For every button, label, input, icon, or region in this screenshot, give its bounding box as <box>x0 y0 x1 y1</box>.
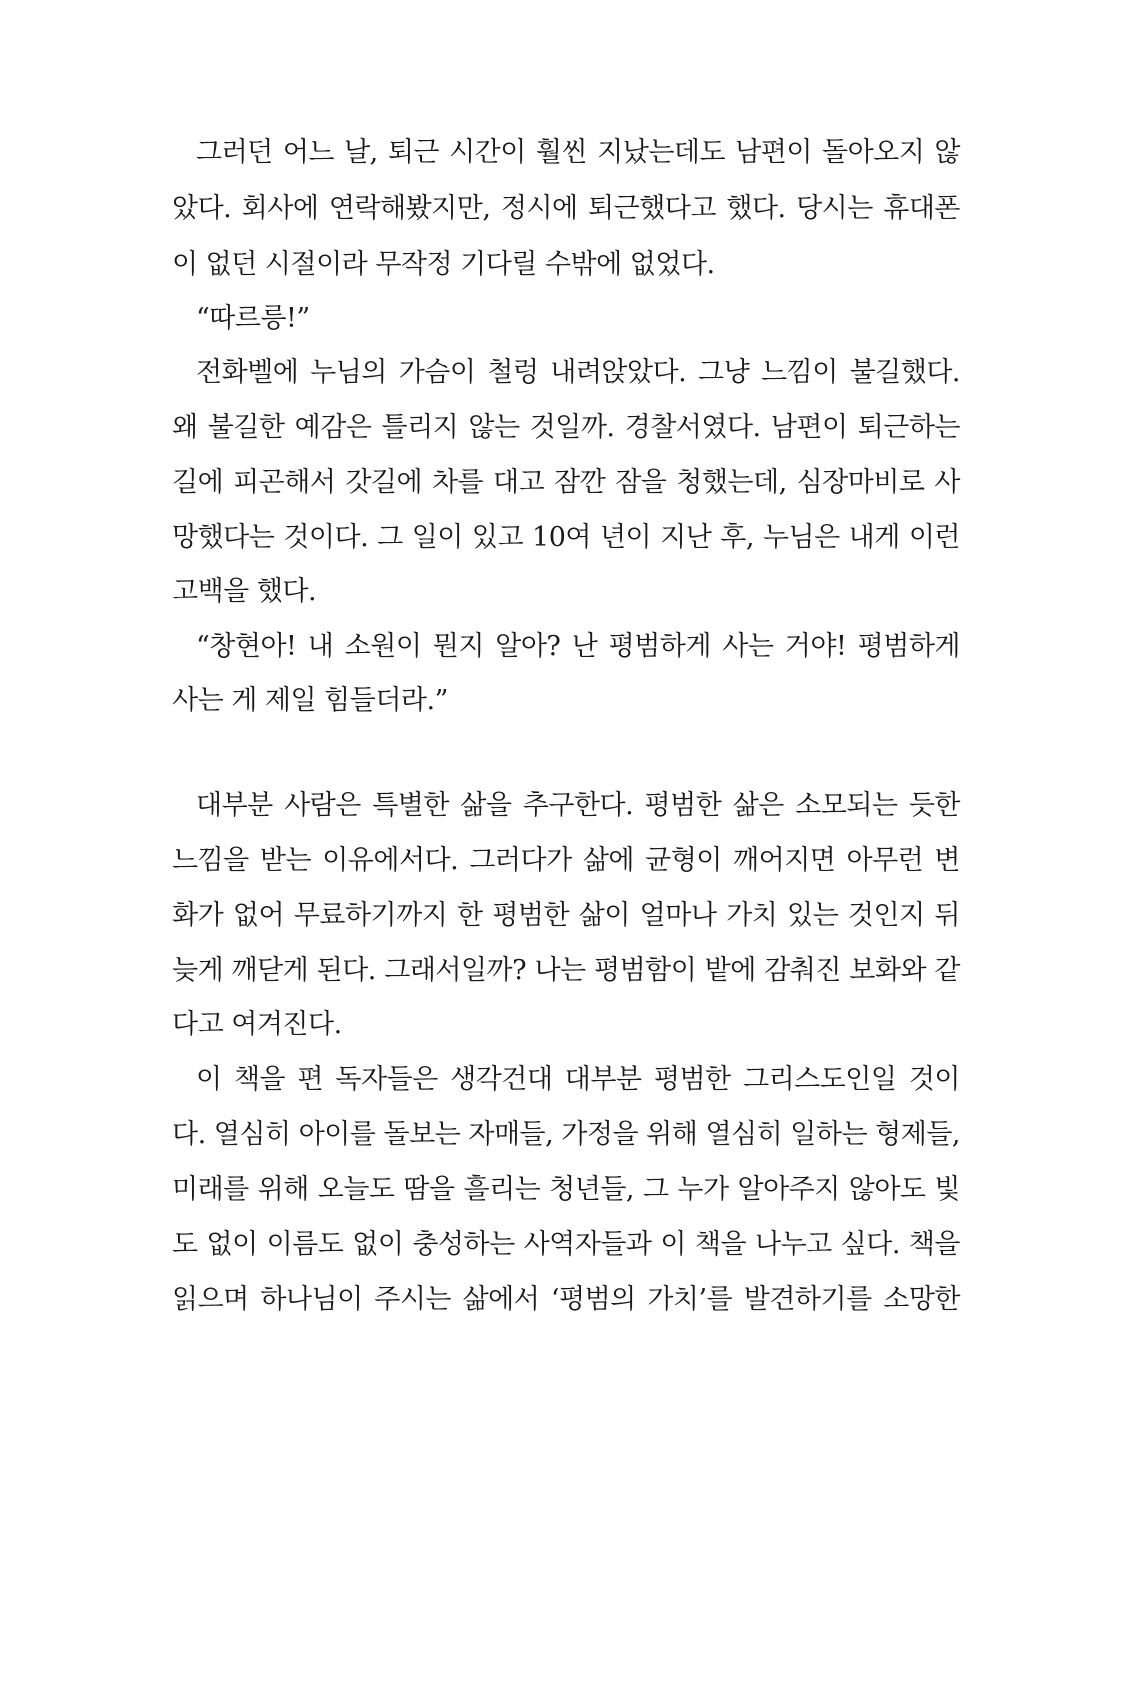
text-line: 도 없이 이름도 없이 충성하는 사역자들과 이 책을 나누고 싶다. 책을 <box>172 1229 960 1260</box>
text-line: 망했다는 것이다. 그 일이 있고 10여 년이 지난 후, 누님은 내게 이런 <box>172 522 960 553</box>
text-line: 미래를 위해 오늘도 땀을 흘리는 청년들, 그 누가 알아주지 않아도 빛 <box>172 1174 960 1205</box>
text-line: 대부분 사람은 특별한 삶을 추구한다. 평범한 삶은 소모되는 듯한 <box>196 790 960 821</box>
text-line: 았다. 회사에 연락해봤지만, 정시에 퇴근했다고 했다. 당시는 휴대폰 <box>172 193 960 224</box>
text-line: 길에 피곤해서 갓길에 차를 대고 잠깐 잠을 청했는데, 심장마비로 사 <box>172 467 960 498</box>
text-line: 다고 여겨진다. <box>172 1009 342 1040</box>
text-line: 늦게 깨닫게 된다. 그래서일까? 나는 평범함이 밭에 감춰진 보화와 같 <box>172 955 960 986</box>
text-line: “따르릉!” <box>196 303 310 334</box>
text-line: 사는 게 제일 힘들더라.” <box>172 685 448 716</box>
text-line: 느낌을 받는 이유에서다. 그러다가 삶에 균형이 깨어지면 아무런 변 <box>172 845 960 876</box>
text-line: 읽으며 하나님이 주시는 삶에서 ‘평범의 가치’를 발견하기를 소망한 <box>172 1284 960 1315</box>
text-line: 이 없던 시절이라 무작정 기다릴 수밖에 없었다. <box>172 249 715 280</box>
text-line: 전화벨에 누님의 가슴이 철렁 내려앉았다. 그냥 느낌이 불길했다. <box>196 357 960 388</box>
text-line: “창현아! 내 소원이 뭔지 알아? 난 평범하게 사는 거야! 평범하게 <box>196 631 960 662</box>
text-line: 그러던 어느 날, 퇴근 시간이 훨씬 지났는데도 남편이 돌아오지 않 <box>196 137 960 168</box>
text-line: 다. 열심히 아이를 돌보는 자매들, 가정을 위해 열심히 일하는 형제들, <box>172 1119 960 1150</box>
text-line: 화가 없어 무료하기까지 한 평범한 삶이 얼마나 가치 있는 것인지 뒤 <box>172 900 960 931</box>
text-line: 이 책을 편 독자들은 생각건대 대부분 평범한 그리스도인일 것이 <box>196 1064 960 1095</box>
text-line: 왜 불길한 예감은 틀리지 않는 것일까. 경찰서였다. 남편이 퇴근하는 <box>172 412 960 443</box>
text-line: 고백을 했다. <box>172 576 317 607</box>
